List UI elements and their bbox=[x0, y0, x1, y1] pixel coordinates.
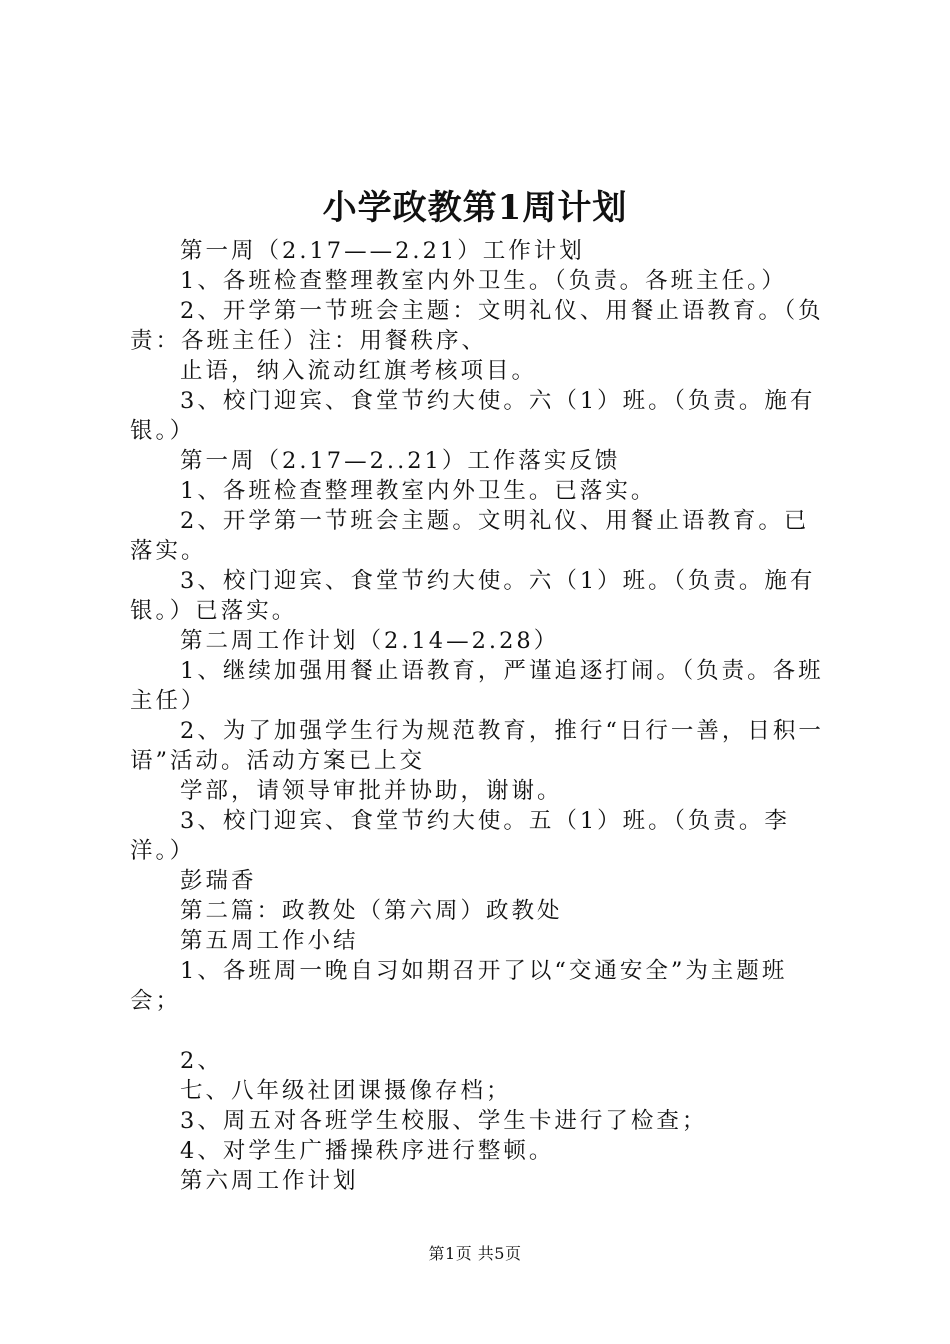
paragraph: 3、校门迎宾、食堂节约大使。五（1）班。（负责。李洋。） bbox=[130, 808, 790, 864]
paragraph: 3、校门迎宾、食堂节约大使。六（1）班。（负责。施有银。） bbox=[130, 388, 816, 444]
paragraph: 彭瑞香 bbox=[180, 868, 257, 894]
paragraph: 第六周工作计划 bbox=[180, 1168, 359, 1194]
paragraph: 1、各班检查整理教室内外卫生。已落实。 bbox=[180, 478, 657, 504]
document-title: 小学政教第1周计划 bbox=[322, 188, 628, 228]
paragraph: 2、 bbox=[180, 1048, 223, 1074]
paragraph: 2、开学第一节班会主题。文明礼仪、用餐止语教育。已落实。 bbox=[130, 508, 810, 564]
paragraph: 2、为了加强学生行为规范教育，推行“日行一善，日积一语”活动。活动方案已上交 bbox=[130, 718, 824, 774]
paragraph: 第五周工作小结 bbox=[180, 928, 359, 954]
paragraph: 1、继续加强用餐止语教育，严谨追逐打闹。（负责。各班主任） bbox=[130, 658, 824, 714]
paragraph: 第二篇：政教处（第六周）政教处 bbox=[180, 898, 563, 924]
paragraph: 学部，请领导审批并协助，谢谢。 bbox=[180, 778, 563, 804]
document-body bbox=[130, 236, 832, 1196]
page-number-footer: 第1页 共5页 bbox=[428, 1244, 522, 1263]
paragraph: 3、周五对各班学生校服、学生卡进行了检查； bbox=[180, 1108, 708, 1134]
paragraph: 2、开学第一节班会主题：文明礼仪、用餐止语教育。（负责：各班主任）注：用餐秩序、 bbox=[130, 298, 824, 354]
paragraph: 1、各班周一晚自习如期召开了以“交通安全”为主题班会； bbox=[130, 958, 788, 1014]
paragraph: 止语，纳入流动红旗考核项目。 bbox=[180, 358, 538, 384]
paragraph: 4、对学生广播操秩序进行整顿。 bbox=[180, 1138, 555, 1164]
paragraph: 七、八年级社团课摄像存档； bbox=[180, 1078, 512, 1104]
paragraph: 第一周（2.17——2.21）工作计划 bbox=[180, 238, 585, 264]
paragraph: 第二周工作计划（2.14—2.28） bbox=[180, 628, 560, 654]
paragraph: 1、各班检查整理教室内外卫生。（负责。各班主任。） bbox=[180, 268, 787, 294]
blank-line bbox=[130, 1016, 832, 1046]
paragraph: 3、校门迎宾、食堂节约大使。六（1）班。（负责。施有银。）已落实。 bbox=[130, 568, 816, 624]
paragraph: 第一周（2.17—2..21）工作落实反馈 bbox=[180, 448, 621, 474]
